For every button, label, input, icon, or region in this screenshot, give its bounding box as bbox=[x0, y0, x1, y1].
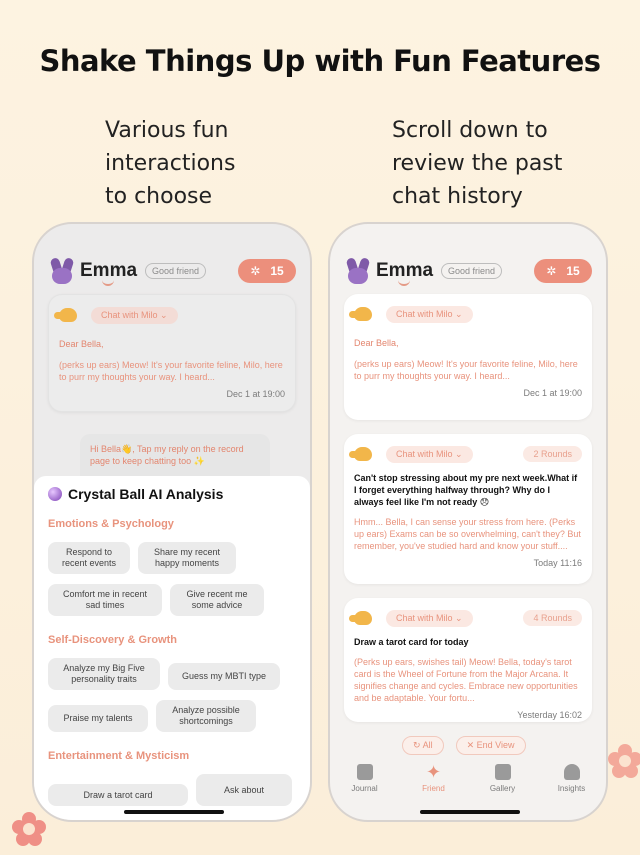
prompt-tag[interactable]: Give recent me some advice bbox=[170, 584, 264, 616]
chat-time: Yesterday 16:02 bbox=[517, 710, 582, 720]
friend-name: Emma bbox=[376, 260, 434, 281]
chat-time: Today 11:16 bbox=[533, 558, 582, 568]
prompt-tag[interactable]: Respond to recent events bbox=[48, 542, 130, 574]
chat-reply: Hmm... Bella, I can sense your stress from here. (Perks up ears) Exams can be so overwhelming, can't they? But remember, you've studied hard and know your stuff.... bbox=[354, 517, 581, 551]
tab-bar bbox=[330, 764, 606, 804]
caption-right bbox=[392, 114, 612, 213]
history-buttons bbox=[402, 736, 526, 755]
refresh-icon: ↻ bbox=[413, 740, 421, 750]
home-indicator bbox=[420, 810, 520, 814]
prompt-tag[interactable]: Guess my MBTI type bbox=[168, 663, 280, 690]
chat-card[interactable] bbox=[344, 598, 592, 722]
tab-friend[interactable]: ✦ Friend bbox=[422, 762, 445, 793]
letter-time: Dec 1 at 19:00 bbox=[523, 388, 582, 398]
caption-line: chat history bbox=[392, 184, 523, 209]
caption-line: Various fun bbox=[105, 118, 229, 143]
caption-left bbox=[105, 114, 305, 213]
paw-icon bbox=[354, 611, 372, 625]
chat-chip[interactable]: Chat with Milo ⌄ bbox=[386, 610, 473, 627]
caption-line: review the past bbox=[392, 151, 563, 176]
app-header bbox=[344, 256, 592, 286]
section-title: Entertainment & Mysticism bbox=[48, 750, 190, 762]
phone-left bbox=[32, 222, 312, 822]
prompt-tag[interactable]: Share my recent happy moments bbox=[138, 542, 236, 574]
rounds-badge: 4 Rounds bbox=[523, 610, 582, 626]
tag-group bbox=[48, 658, 296, 732]
end-view-button[interactable]: ✕ End View bbox=[456, 736, 526, 755]
headline: Shake Things Up with Fun Features bbox=[39, 44, 601, 78]
caption-line: interactions bbox=[105, 151, 236, 176]
tab-journal[interactable]: Journal bbox=[340, 764, 390, 804]
chat-card[interactable] bbox=[344, 434, 592, 584]
bunny-avatar-icon[interactable] bbox=[48, 257, 76, 285]
caption-line: to choose bbox=[105, 184, 213, 209]
letter-salutation: Dear Bella, bbox=[59, 339, 104, 349]
paw-icon bbox=[354, 307, 372, 321]
crystal-ball-icon bbox=[48, 487, 62, 501]
prompt-tag[interactable]: Analyze possible shortcomings bbox=[156, 700, 256, 732]
rounds-badge: 2 Rounds bbox=[523, 446, 582, 462]
chat-question: Can't stop stressing about my pre next week.What if I forget everything halfway through? Why do I always feel like I'm not ready 😞 bbox=[354, 473, 578, 507]
journal-icon bbox=[357, 764, 373, 780]
sparkle-icon: ✲ bbox=[546, 264, 557, 278]
caption-line: Scroll down to bbox=[392, 118, 548, 143]
phone-right bbox=[328, 222, 608, 822]
crystal-ball-sheet bbox=[34, 476, 310, 822]
flower-icon bbox=[12, 812, 46, 846]
lightbulb-icon bbox=[564, 764, 580, 780]
gallery-icon bbox=[495, 764, 511, 780]
paw-icon bbox=[354, 447, 372, 461]
chat-chip[interactable]: Chat with Milo ⌄ bbox=[386, 446, 473, 463]
bunny-avatar-icon[interactable] bbox=[344, 257, 372, 285]
close-icon: ✕ bbox=[466, 740, 475, 750]
flower-icon bbox=[608, 744, 640, 778]
prompt-tag[interactable]: Analyze my Big Five personality traits bbox=[48, 658, 160, 690]
points-count: 15 bbox=[270, 264, 284, 278]
paw-icon bbox=[59, 308, 77, 322]
prompt-tag[interactable]: Ask about bbox=[196, 774, 292, 806]
friend-name: Emma bbox=[80, 260, 138, 281]
prompt-tag[interactable]: Comfort me in recent sad times bbox=[48, 584, 162, 616]
tag-group bbox=[48, 542, 296, 616]
tab-gallery[interactable]: Gallery bbox=[478, 764, 528, 804]
chat-reply: (Perks up ears, swishes tail) Meow! Bella, today's tarot card is the Wheel of Fortune from the Major Arcana. It signifies change and cycles. Embrace new opportunities and be adaptable. Your fortu... bbox=[354, 657, 578, 703]
chat-question: Draw a tarot card for today bbox=[354, 637, 469, 647]
hint-bubble: Hi Bella👋, Tap my reply on the record page to keep chatting too ✨ bbox=[80, 434, 270, 494]
points-pill[interactable] bbox=[238, 259, 296, 283]
sparkle-star-icon: ✦ bbox=[425, 762, 442, 782]
letter-time: Dec 1 at 19:00 bbox=[226, 389, 285, 399]
sheet-title: Crystal Ball AI Analysis bbox=[48, 486, 296, 502]
chat-chip[interactable]: Chat with Milo ⌄ bbox=[91, 307, 178, 324]
letter-body: (perks up ears) Meow! It's your favorite feline, Milo, here to purr my thoughts your way. I heard... bbox=[354, 359, 578, 381]
prompt-tag[interactable]: Praise my talents bbox=[48, 705, 148, 732]
prompt-tag[interactable]: Draw a tarot card bbox=[48, 784, 188, 806]
section-title: Emotions & Psychology bbox=[48, 518, 174, 530]
sparkle-icon: ✲ bbox=[250, 264, 261, 278]
home-indicator bbox=[124, 810, 224, 814]
tag-group bbox=[48, 774, 296, 806]
section-title: Self-Discovery & Growth bbox=[48, 634, 177, 646]
letter-salutation: Dear Bella, bbox=[354, 338, 399, 348]
letter-body: (perks up ears) Meow! It's your favorite feline, Milo, here to purr my thoughts your way. I heard... bbox=[59, 360, 283, 382]
letter-card[interactable] bbox=[48, 294, 296, 412]
relation-badge: Good friend bbox=[441, 263, 502, 279]
points-pill[interactable] bbox=[534, 259, 592, 283]
relation-badge: Good friend bbox=[145, 263, 206, 279]
letter-card[interactable] bbox=[344, 294, 592, 420]
chat-chip[interactable]: Chat with Milo ⌄ bbox=[386, 306, 473, 323]
tab-insights[interactable]: Insights bbox=[547, 764, 597, 804]
app-header bbox=[48, 256, 296, 286]
points-count: 15 bbox=[566, 264, 580, 278]
all-button[interactable]: ↻ All bbox=[402, 736, 444, 755]
